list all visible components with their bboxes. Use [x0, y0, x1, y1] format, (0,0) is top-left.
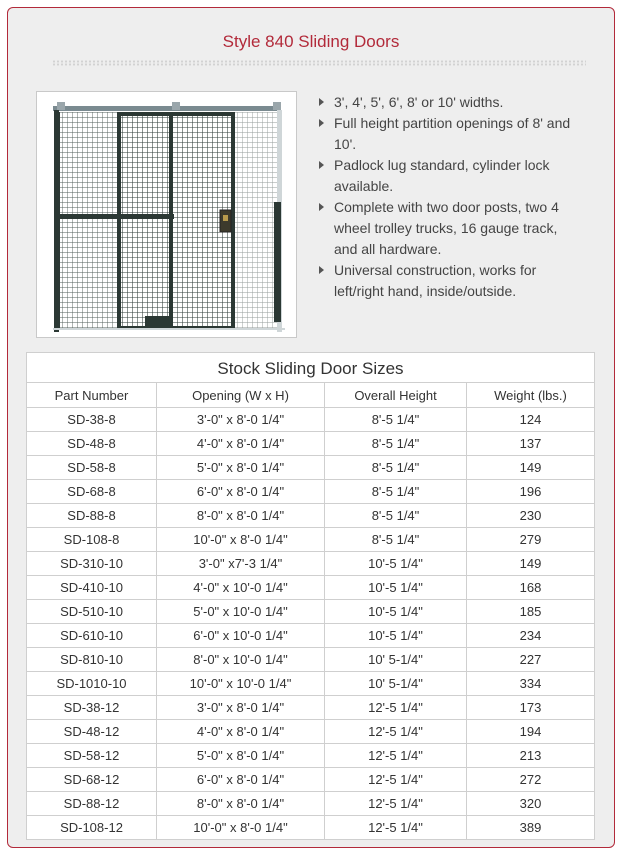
table-caption: Stock Sliding Door Sizes: [26, 352, 595, 382]
cell-part-number: SD-38-12: [27, 696, 157, 720]
caret-right-icon: [319, 98, 324, 106]
cell-weight: 149: [467, 552, 595, 576]
cell-opening: 8'-0" x 10'-0 1/4": [157, 648, 325, 672]
cell-part-number: SD-810-10: [27, 648, 157, 672]
table-row: [27, 504, 595, 528]
cell-part-number: SD-38-8: [27, 408, 157, 432]
header-overall-height: Overall Height: [325, 383, 467, 408]
dotted-divider: [52, 60, 586, 66]
cell-opening: 10'-0" x 10'-0 1/4": [157, 672, 325, 696]
cell-overall-height: 8'-5 1/4": [325, 480, 467, 504]
cell-weight: 194: [467, 720, 595, 744]
cell-weight: 196: [467, 480, 595, 504]
cell-overall-height: 10' 5-1/4": [325, 648, 467, 672]
cell-opening: 8'-0" x 8'-0 1/4": [157, 792, 325, 816]
cell-weight: 230: [467, 504, 595, 528]
cell-part-number: SD-108-8: [27, 528, 157, 552]
cell-part-number: SD-410-10: [27, 576, 157, 600]
cell-overall-height: 12'-5 1/4": [325, 768, 467, 792]
table-body: [27, 408, 595, 840]
table-row: [27, 624, 595, 648]
cell-part-number: SD-58-12: [27, 744, 157, 768]
table-row: [27, 792, 595, 816]
list-item: [317, 260, 577, 302]
cell-overall-height: 10'-5 1/4": [325, 552, 467, 576]
table-row: [27, 816, 595, 840]
cell-opening: 3'-0" x 8'-0 1/4": [157, 408, 325, 432]
table-row: [27, 600, 595, 624]
cell-weight: 234: [467, 624, 595, 648]
cell-overall-height: 12'-5 1/4": [325, 744, 467, 768]
cell-part-number: SD-1010-10: [27, 672, 157, 696]
list-item: [317, 197, 577, 260]
cell-overall-height: 12'-5 1/4": [325, 720, 467, 744]
cell-weight: 124: [467, 408, 595, 432]
table-row: [27, 720, 595, 744]
cell-overall-height: 10'-5 1/4": [325, 624, 467, 648]
cell-opening: 4'-0" x 10'-0 1/4": [157, 576, 325, 600]
table-row: [27, 672, 595, 696]
cell-part-number: SD-310-10: [27, 552, 157, 576]
feature-text: Padlock lug standard, cylinder lock available.: [334, 157, 550, 194]
feature-text: Complete with two door posts, two 4 wheel trolley trucks, 16 gauge track, and all hardware.: [334, 199, 559, 257]
cell-weight: 168: [467, 576, 595, 600]
cell-weight: 320: [467, 792, 595, 816]
table-header-row: [27, 383, 595, 408]
cell-part-number: SD-108-12: [27, 816, 157, 840]
cell-part-number: SD-48-8: [27, 432, 157, 456]
cell-weight: 227: [467, 648, 595, 672]
header-opening: Opening (W x H): [157, 383, 325, 408]
feature-text: Universal construction, works for left/right hand, inside/outside.: [334, 262, 537, 299]
cell-overall-height: 12'-5 1/4": [325, 696, 467, 720]
sizes-table: [26, 352, 595, 840]
cell-part-number: SD-510-10: [27, 600, 157, 624]
table-row: [27, 432, 595, 456]
table-row: [27, 456, 595, 480]
caret-right-icon: [319, 119, 324, 127]
cell-opening: 5'-0" x 10'-0 1/4": [157, 600, 325, 624]
cell-weight: 334: [467, 672, 595, 696]
table-row: [27, 648, 595, 672]
feature-list: [317, 92, 577, 302]
cell-part-number: SD-610-10: [27, 624, 157, 648]
cell-weight: 137: [467, 432, 595, 456]
cell-part-number: SD-68-12: [27, 768, 157, 792]
header-part-number: Part Number: [27, 383, 157, 408]
cell-opening: 4'-0" x 8'-0 1/4": [157, 432, 325, 456]
cell-opening: 10'-0" x 8'-0 1/4": [157, 528, 325, 552]
table-row: [27, 408, 595, 432]
cell-opening: 3'-0" x7'-3 1/4": [157, 552, 325, 576]
table-row: [27, 576, 595, 600]
table-row: [27, 744, 595, 768]
cell-weight: 213: [467, 744, 595, 768]
table-row: [27, 528, 595, 552]
table-row: [27, 480, 595, 504]
feature-text: 3', 4', 5', 6', 8' or 10' widths.: [334, 94, 504, 110]
cell-overall-height: 12'-5 1/4": [325, 816, 467, 840]
cell-weight: 149: [467, 456, 595, 480]
cell-opening: 5'-0" x 8'-0 1/4": [157, 456, 325, 480]
cell-weight: 272: [467, 768, 595, 792]
page-title: Style 840 Sliding Doors: [222, 32, 400, 51]
cell-part-number: SD-58-8: [27, 456, 157, 480]
list-item: [317, 155, 577, 197]
header-weight: Weight (lbs.): [467, 383, 595, 408]
cell-opening: 6'-0" x 8'-0 1/4": [157, 480, 325, 504]
cell-overall-height: 10'-5 1/4": [325, 576, 467, 600]
cell-overall-height: 10'-5 1/4": [325, 600, 467, 624]
cell-opening: 4'-0" x 8'-0 1/4": [157, 720, 325, 744]
cell-overall-height: 8'-5 1/4": [325, 432, 467, 456]
cell-overall-height: 8'-5 1/4": [325, 504, 467, 528]
cell-part-number: SD-88-12: [27, 792, 157, 816]
table-row: [27, 552, 595, 576]
cell-weight: 185: [467, 600, 595, 624]
cell-opening: 6'-0" x 8'-0 1/4": [157, 768, 325, 792]
cell-opening: 3'-0" x 8'-0 1/4": [157, 696, 325, 720]
caret-right-icon: [319, 161, 324, 169]
list-item: [317, 92, 577, 113]
cell-overall-height: 10' 5-1/4": [325, 672, 467, 696]
product-image: [36, 91, 297, 338]
cell-opening: 10'-0" x 8'-0 1/4": [157, 816, 325, 840]
cell-overall-height: 8'-5 1/4": [325, 408, 467, 432]
table-row: [27, 768, 595, 792]
cell-weight: 389: [467, 816, 595, 840]
list-item: [317, 113, 577, 155]
cell-weight: 173: [467, 696, 595, 720]
sliding-door-illustration: [37, 92, 296, 337]
cell-weight: 279: [467, 528, 595, 552]
cell-part-number: SD-68-8: [27, 480, 157, 504]
cell-overall-height: 8'-5 1/4": [325, 456, 467, 480]
cell-opening: 6'-0" x 10'-0 1/4": [157, 624, 325, 648]
cell-part-number: SD-88-8: [27, 504, 157, 528]
cell-opening: 8'-0" x 8'-0 1/4": [157, 504, 325, 528]
cell-opening: 5'-0" x 8'-0 1/4": [157, 744, 325, 768]
table-row: [27, 696, 595, 720]
feature-text: Full height partition openings of 8' and 10'.: [334, 115, 571, 152]
cell-part-number: SD-48-12: [27, 720, 157, 744]
cell-overall-height: 12'-5 1/4": [325, 792, 467, 816]
cell-overall-height: 8'-5 1/4": [325, 528, 467, 552]
caret-right-icon: [319, 266, 324, 274]
caret-right-icon: [319, 203, 324, 211]
